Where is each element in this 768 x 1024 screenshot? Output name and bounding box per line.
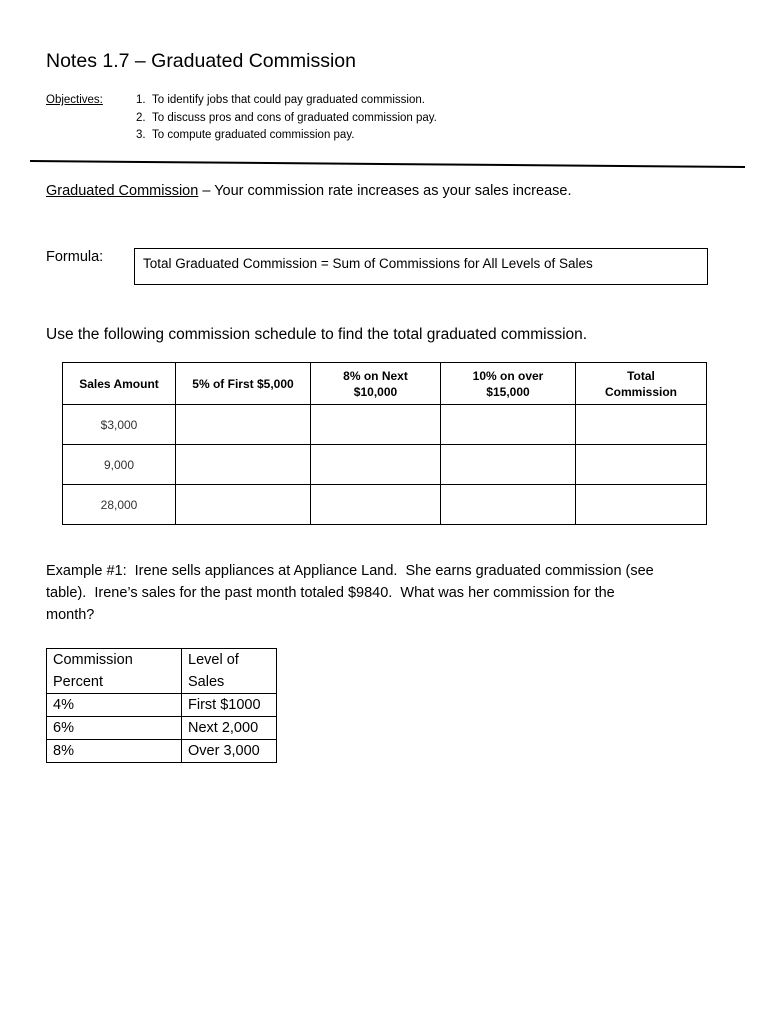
- commission-rate-table: [46, 648, 277, 763]
- sales-amount-cell: 9,000: [63, 445, 176, 485]
- percent-cell: 8%: [47, 740, 182, 763]
- objectives-label: Objectives:: [46, 94, 103, 106]
- objective-number: 1.: [136, 94, 146, 106]
- blank-cell: [311, 485, 441, 525]
- table-row: [63, 405, 707, 445]
- blank-cell: [441, 445, 576, 485]
- blank-cell: [176, 405, 311, 445]
- percent-cell: 6%: [47, 717, 182, 740]
- schedule-instruction: Use the following commission schedule to find the total graduated commission.: [46, 326, 588, 343]
- header-level-of-sales: Level of Sales: [182, 649, 277, 694]
- objective-number: 3.: [136, 129, 146, 141]
- formula-label: Formula:: [46, 249, 104, 265]
- table-row: [47, 694, 277, 717]
- header-third-tier: 10% on over $15,000: [441, 363, 576, 405]
- blank-cell: [311, 405, 441, 445]
- header-total-commission: Total Commission: [576, 363, 707, 405]
- objectives-list: [136, 92, 437, 145]
- formula-box: [134, 248, 708, 285]
- table-row: [47, 717, 277, 740]
- header-commission-percent: Commission Percent: [47, 649, 182, 694]
- blank-cell: [441, 485, 576, 525]
- example-problem: [46, 560, 654, 626]
- sales-amount-cell: $3,000: [63, 405, 176, 445]
- blank-cell: [311, 445, 441, 485]
- objective-text: To compute graduated commission pay.: [152, 129, 355, 141]
- table-row: [63, 485, 707, 525]
- blank-cell: [176, 445, 311, 485]
- percent-cell: 4%: [47, 694, 182, 717]
- level-cell: Next 2,000: [182, 717, 277, 740]
- sales-amount-cell: 28,000: [63, 485, 176, 525]
- blank-cell: [176, 485, 311, 525]
- page-title: Notes 1.7 – Graduated Commission: [46, 50, 356, 72]
- commission-schedule-table: [62, 362, 707, 525]
- objective-item: [136, 92, 437, 110]
- blank-cell: [576, 445, 707, 485]
- example-line: table). Irene’s sales for the past month totaled $9840. What was her commission for the: [46, 585, 615, 601]
- objective-item: [136, 127, 437, 145]
- blank-cell: [576, 485, 707, 525]
- level-cell: Over 3,000: [182, 740, 277, 763]
- definition-text: – Your commission rate increases as your sales increase.: [198, 183, 572, 199]
- level-cell: First $1000: [182, 694, 277, 717]
- table-header-row: [63, 363, 707, 405]
- blank-cell: [576, 405, 707, 445]
- table-row: [63, 445, 707, 485]
- definition: [46, 181, 571, 201]
- header-first-tier: 5% of First $5,000: [176, 363, 311, 405]
- objective-number: 2.: [136, 111, 146, 124]
- objective-text: To discuss pros and cons of graduated commission pay.: [152, 111, 437, 124]
- section-divider: [0, 157, 768, 171]
- header-second-tier: 8% on Next $10,000: [311, 363, 441, 405]
- formula-text: Total Graduated Commission = Sum of Commissions for All Levels of Sales: [143, 256, 593, 271]
- definition-term: Graduated Commission: [46, 183, 199, 199]
- blank-cell: [441, 405, 576, 445]
- example-line: month?: [46, 607, 95, 623]
- example-line: Example #1: Irene sells appliances at Appliance Land. She earns graduated commission (see: [46, 563, 654, 579]
- table-header-row: [47, 649, 277, 694]
- table-row: [47, 740, 277, 763]
- header-sales-amount: Sales Amount: [63, 363, 176, 405]
- objective-item: [136, 110, 437, 128]
- objective-text: To identify jobs that could pay graduated commission.: [152, 94, 425, 106]
